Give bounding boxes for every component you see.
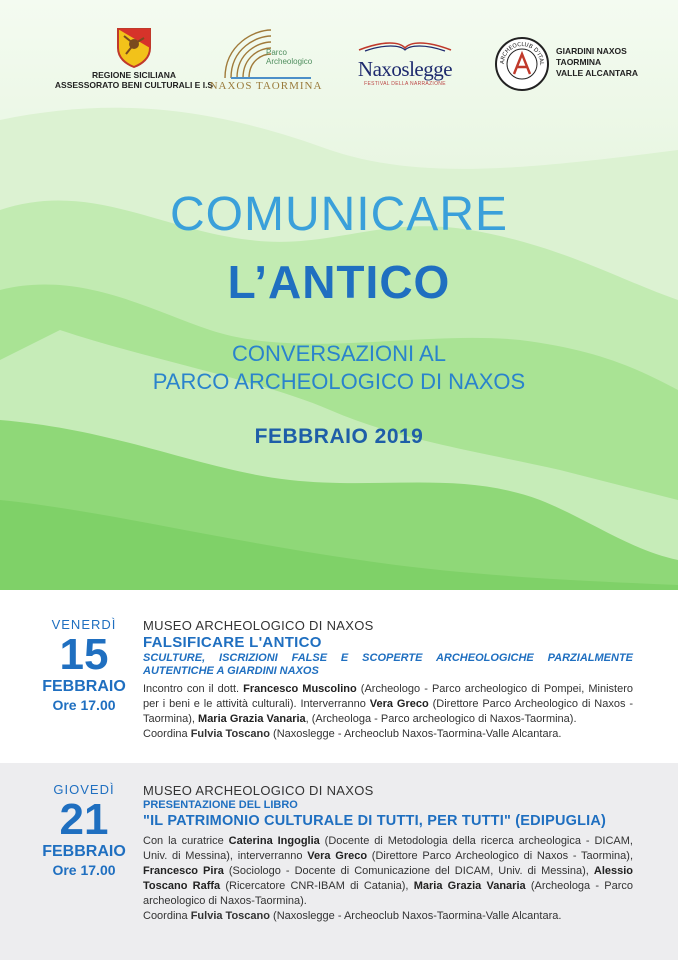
event-content (143, 783, 633, 924)
event-date (30, 783, 138, 879)
naxoslegge-name: Naxoslegge (357, 57, 453, 81)
event-card (0, 763, 678, 960)
subtitle-line1: CONVERSAZIONI AL (232, 341, 446, 366)
subtitle (0, 340, 678, 396)
coordinator-name: Fulvia Toscano (190, 910, 270, 922)
event-month: FEBBRAIO 2019 (254, 425, 424, 448)
regione-line1: REGIONE SICILIANA (91, 70, 177, 80)
event-time: Ore 17.00 (52, 862, 116, 878)
event-coordinator: Coordina Fulvia Toscano (Naxoslegge - Archeoclub Naxos-Taormina-Valle Alcantara. (143, 910, 562, 922)
speaker-name: Caterina Ingoglia (228, 835, 320, 847)
month-name: FEBBRAIO (42, 678, 126, 695)
regione-line2: ASSESSORATO BENI CULTURALI E I.S (54, 80, 214, 90)
archeoclub-seal-icon (494, 36, 550, 92)
trinacria-shield-icon (114, 26, 154, 68)
naxoslegge-logo (346, 38, 464, 87)
month-name: FEBBRAIO (42, 843, 126, 860)
event-content (143, 618, 633, 742)
parco-label-2: Archeologico (266, 57, 313, 66)
event-time: Ore 17.00 (52, 697, 116, 713)
day-name: GIOVEDÌ (53, 782, 115, 797)
archeoclub-line3: VALLE ALCANTARA (556, 68, 638, 78)
naxoslegge-tag: FESTIVAL DELLA NARRAZIONE (364, 81, 446, 87)
archeoclub-line2: TAORMINA (556, 57, 602, 67)
event-date (30, 618, 138, 714)
coordinator-name: Fulvia Toscano (190, 728, 270, 740)
seal-text: ARCHEOCLUB D'ITAL (499, 41, 545, 66)
parco-subtitle: NAXOS TAORMINA (209, 80, 323, 92)
event-description: Con la curatrice Caterina Ingoglia (Docente di Metodologia della ricerca archeologica - DICAM, Univ. di Messina), interverranno Vera Greco (Direttore Parco Archeologico di Naxos - Taormina), Francesco Pira (Sociologo - Docente di Comunicazione del DICAM, Univ. di Messina), Alessio Toscano Raffa (Ricercatore CNR-IBAM di Catania), Maria Grazia Vanaria (Archeologa - Parco archeologico di Naxos-Taormina). (143, 835, 634, 907)
speaker-name: Maria Grazia Vanaria (198, 713, 306, 725)
event-venue: MUSEO ARCHEOLOGICO DI NAXOS (143, 618, 374, 633)
speaker-name: Francesco Pira (143, 865, 224, 877)
day-number: 15 (59, 630, 109, 679)
event-description: Incontro con il dott. Francesco Muscolino (Archeologo - Parco archeologico di Pompei, Ministero per i beni e le attività culturali). Interverranno Vera Greco (Direttore Parco Archeologico di Naxos - Taormina), Maria Grazia Vanaria, (Archeologa - Parco archeologico di Naxos-Taormina). (143, 683, 634, 725)
title-comunicare: COMUNICARE (169, 188, 508, 241)
subtitle-line2: PARCO ARCHEOLOGICO DI NAXOS (152, 369, 526, 394)
speaker-name: Francesco Muscolino (243, 683, 357, 695)
event-venue: MUSEO ARCHEOLOGICO DI NAXOS (143, 783, 374, 798)
day-number: 21 (59, 795, 109, 844)
open-book-icon (355, 38, 455, 52)
archeoclub-line1: GIARDINI NAXOS (556, 46, 627, 56)
speaker-name: Vera Greco (369, 698, 429, 710)
event-subtitle: SCULTURE, ISCRIZIONI FALSE E SCOPERTE ARCHEOLOGICHE PARZIALMENTE AUTENTICHE A GIARDINI NAXOS (143, 652, 633, 677)
event-card (0, 590, 678, 763)
parco-label-1: Parco (266, 48, 287, 57)
title-antico: L’ANTICO (227, 256, 451, 308)
parco-archeologico-logo (206, 24, 326, 92)
event-pretitle: PRESENTAZIONE DEL LIBRO (143, 799, 298, 811)
speaker-name: Maria Grazia Vanaria (413, 880, 526, 892)
speaker-name: Alessio Toscano Raffa (143, 865, 634, 892)
event-coordinator: Coordina Fulvia Toscano (Naxoslegge - Archeoclub Naxos-Taormina-Valle Alcantara. (143, 728, 562, 740)
event-title: FALSIFICARE L'ANTICO (143, 634, 322, 651)
speaker-name: Vera Greco (307, 850, 368, 862)
regione-siciliana-logo (44, 26, 224, 90)
day-name: VENERDÌ (51, 617, 117, 632)
event-title: "IL PATRIMONIO CULTURALE DI TUTTI, PER TUTTI" (EDIPUGLIA) (143, 813, 607, 829)
